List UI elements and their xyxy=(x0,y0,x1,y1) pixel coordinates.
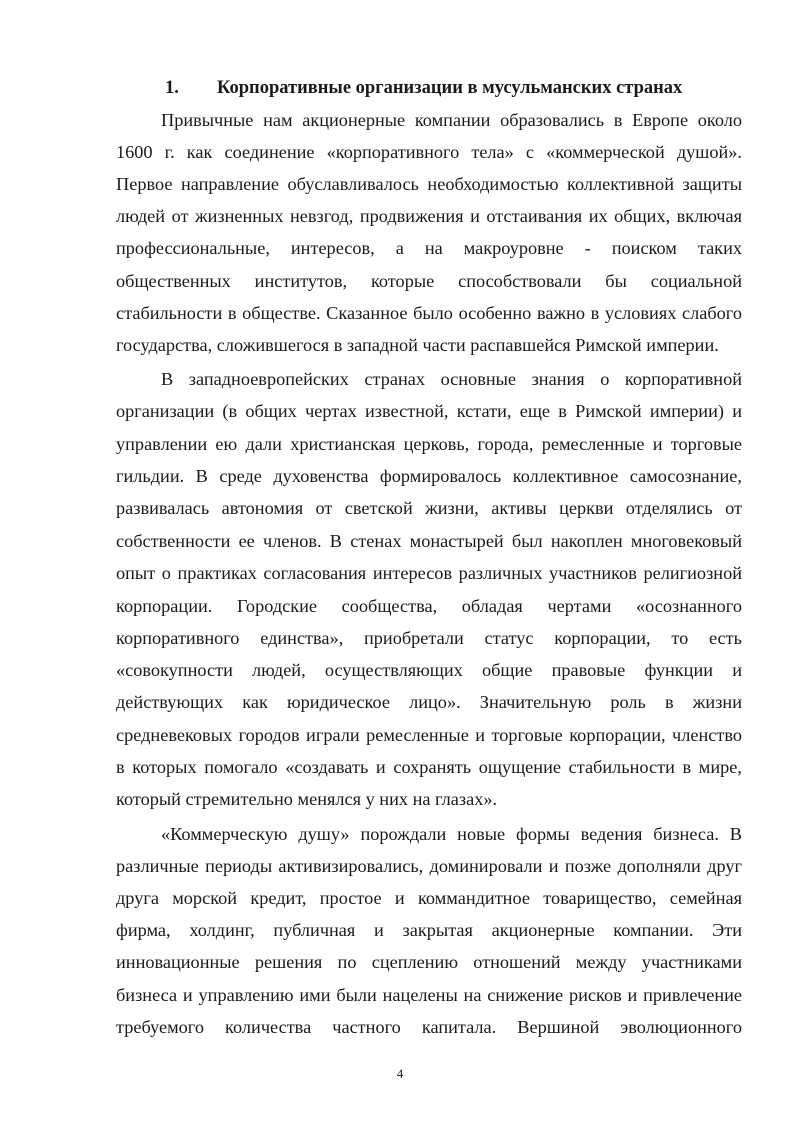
text-line: фирма, холдинг, публичная и закрытая акционерные компании. Эти xyxy=(116,920,742,940)
text-line: профессиональные, интересов, а на макроуровне - поиском таких xyxy=(116,238,742,258)
text-line: требуемого количества частного капитала. Вершиной эволюционного xyxy=(116,1017,742,1037)
text-line: развивалась автономия от светской жизни, активы церкви отделялись от xyxy=(116,498,742,518)
text-line: 1600 г. как соединение «корпоративного тела» с «коммерческой душой». xyxy=(116,142,742,162)
text-line: корпорации. Городские сообщества, обладая чертами «осознанного xyxy=(116,596,742,616)
text-line: «совокупности людей, осуществляющих общие правовые функции и xyxy=(116,660,742,680)
text-line: гильдии. В среде духовенства формировалось коллективное самосознание, xyxy=(116,466,742,486)
section-title: Корпоративные организации в мусульманских странах xyxy=(217,78,683,98)
text-line: Первое направление обуславливалось необходимостью коллективной защиты xyxy=(116,174,742,194)
section-number: 1. xyxy=(165,78,179,98)
text-line: который стремительно менялся у них на глазах». xyxy=(116,789,498,809)
text-line: средневековых городов играли ремесленные и торговые корпорации, членство xyxy=(116,725,742,745)
text-line: «Коммерческую душу» порождали новые формы ведения бизнеса. В xyxy=(161,824,742,844)
text-line: в которых помогало «создавать и сохранять ощущение стабильности в мире, xyxy=(116,757,742,777)
text-line: Привычные нам акционерные компании образовались в Европе около xyxy=(161,110,742,130)
text-line: организации (в общих чертах известной, кстати, еще в Римской империи) и xyxy=(116,401,742,421)
text-line: инновационные решения по сцеплению отношений между участниками xyxy=(116,952,742,972)
text-line: В западноевропейских странах основные знания о корпоративной xyxy=(161,369,742,389)
text-line: людей от жизненных невзгод, продвижения и отстаивания их общих, включая xyxy=(116,206,742,226)
text-line: друга морской кредит, простое и коммандитное товарищество, семейная xyxy=(116,888,742,908)
text-line: собственности ее членов. В стенах монастырей был накоплен многовековый xyxy=(116,531,742,551)
text-line: общественных институтов, которые способствовали бы социальной xyxy=(116,271,742,291)
text-line: управлении ею дали христианская церковь, города, ремесленные и торговые xyxy=(116,434,742,454)
text-line: действующих как юридическое лицо». Значительную роль в жизни xyxy=(116,692,742,712)
text-line: корпоративного единства», приобретали статус корпорации, то есть xyxy=(116,628,742,648)
text-line: различные периоды активизировались, доминировали и позже дополняли друг xyxy=(116,856,742,876)
text-line: стабильности в обществе. Сказанное было особенно важно в условиях слабого xyxy=(116,303,742,323)
section-heading xyxy=(165,76,725,100)
text-line: опыт о практиках согласования интересов различных участников религиозной xyxy=(116,563,742,583)
text-line: бизнеса и управлению ими были нацелены на снижение рисков и привлечение xyxy=(116,985,742,1005)
text-line: государства, сложившегося в западной части распавшейся Римской империи. xyxy=(116,335,719,355)
page-number: 4 xyxy=(396,1066,404,1081)
